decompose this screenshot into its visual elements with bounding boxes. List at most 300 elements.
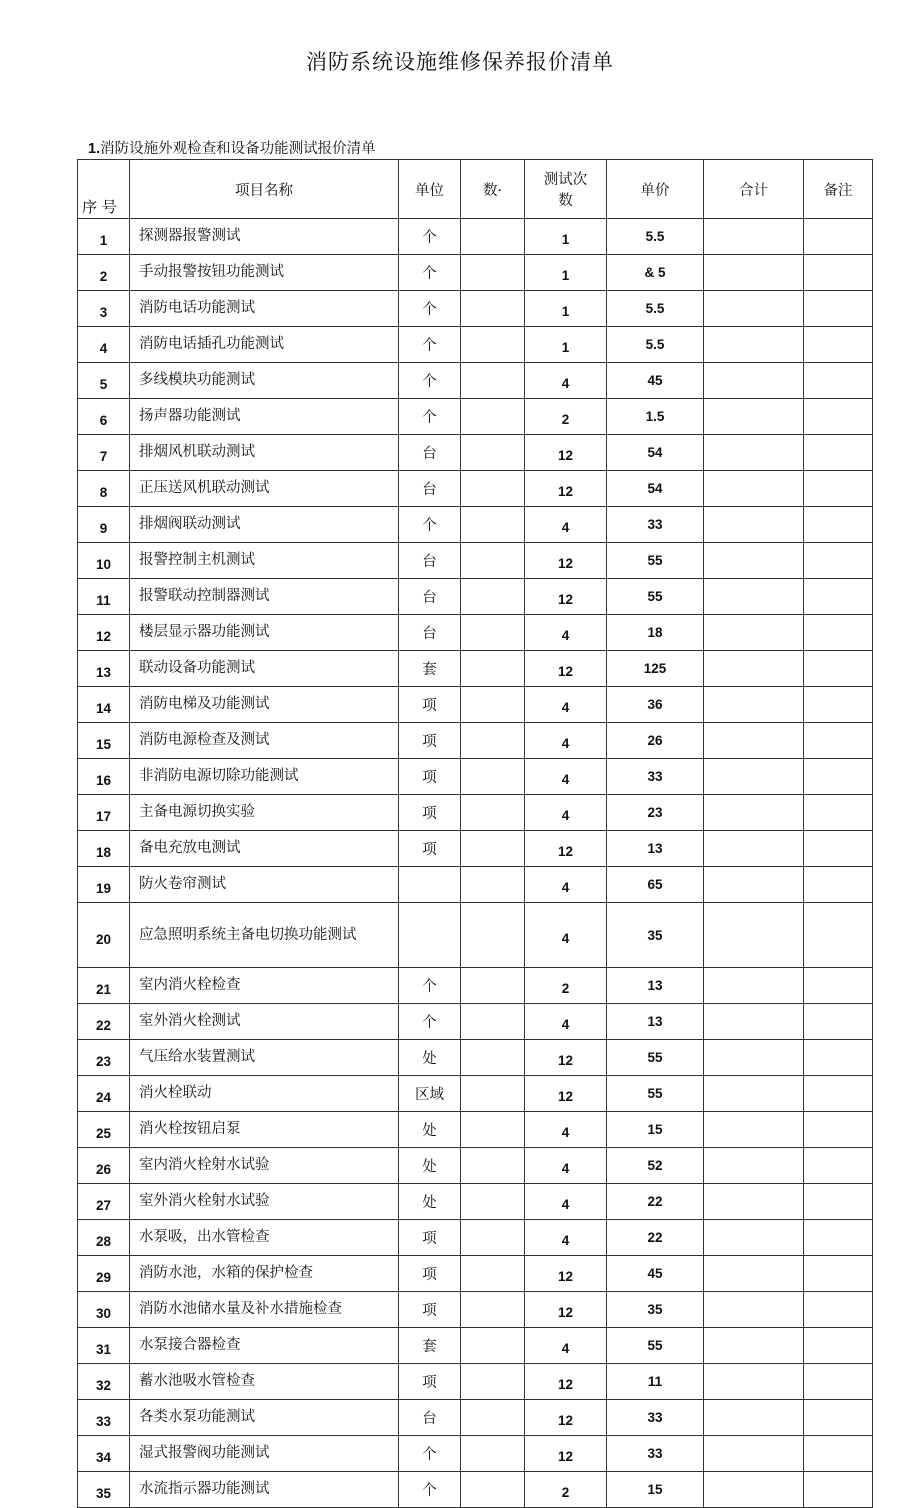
item-note xyxy=(804,327,873,363)
item-name: 正压送风机联动测试 xyxy=(130,471,399,507)
item-unit: 个 xyxy=(399,1436,461,1472)
test-count: 2 xyxy=(525,1472,607,1508)
item-qty xyxy=(461,1004,525,1040)
row-number: 8 xyxy=(78,471,130,507)
row-number: 1 xyxy=(78,219,130,255)
row-number: 33 xyxy=(78,1400,130,1436)
item-note xyxy=(804,903,873,968)
item-note xyxy=(804,1256,873,1292)
row-number: 7 xyxy=(78,435,130,471)
item-note xyxy=(804,759,873,795)
item-name: 水泵接合器检查 xyxy=(130,1328,399,1364)
item-qty xyxy=(461,831,525,867)
header-unit: 单位 xyxy=(399,160,461,219)
price-table xyxy=(77,159,873,1508)
row-number: 32 xyxy=(78,1364,130,1400)
item-total xyxy=(704,1400,804,1436)
section-number: 1. xyxy=(88,141,101,157)
item-qty xyxy=(461,759,525,795)
item-total xyxy=(704,1112,804,1148)
item-total xyxy=(704,1148,804,1184)
unit-price: 26 xyxy=(607,723,704,759)
row-number: 17 xyxy=(78,795,130,831)
test-count: 12 xyxy=(525,1364,607,1400)
test-count: 4 xyxy=(525,1148,607,1184)
unit-price: 125 xyxy=(607,651,704,687)
item-qty xyxy=(461,1076,525,1112)
table-row xyxy=(78,1256,873,1292)
item-unit: 项 xyxy=(399,1256,461,1292)
item-name: 主备电源切换实验 xyxy=(130,795,399,831)
table-row xyxy=(78,968,873,1004)
item-total xyxy=(704,759,804,795)
item-name: 扬声器功能测试 xyxy=(130,399,399,435)
row-number: 26 xyxy=(78,1148,130,1184)
row-number: 4 xyxy=(78,327,130,363)
item-name: 室外消火栓射水试验 xyxy=(130,1184,399,1220)
item-name: 湿式报警阀功能测试 xyxy=(130,1436,399,1472)
table-row xyxy=(78,579,873,615)
item-name: 消防水池储水量及补水措施检查 xyxy=(130,1292,399,1328)
item-note xyxy=(804,1040,873,1076)
item-note xyxy=(804,651,873,687)
unit-price: 55 xyxy=(607,1328,704,1364)
item-total xyxy=(704,255,804,291)
item-qty xyxy=(461,1292,525,1328)
item-total xyxy=(704,1004,804,1040)
item-name: 消防电话功能测试 xyxy=(130,291,399,327)
item-name: 联动设备功能测试 xyxy=(130,651,399,687)
test-count: 12 xyxy=(525,1400,607,1436)
unit-price: 65 xyxy=(607,867,704,903)
row-number: 18 xyxy=(78,831,130,867)
item-qty xyxy=(461,435,525,471)
item-note xyxy=(804,219,873,255)
item-unit: 台 xyxy=(399,615,461,651)
item-unit: 个 xyxy=(399,255,461,291)
table-row xyxy=(78,1328,873,1364)
item-name: 备电充放电测试 xyxy=(130,831,399,867)
test-count: 12 xyxy=(525,1436,607,1472)
unit-price: 35 xyxy=(607,1292,704,1328)
unit-price: 52 xyxy=(607,1148,704,1184)
item-name: 非消防电源切除功能测试 xyxy=(130,759,399,795)
test-count: 4 xyxy=(525,723,607,759)
test-count: 12 xyxy=(525,543,607,579)
item-name: 室内消火栓射水试验 xyxy=(130,1148,399,1184)
item-total xyxy=(704,1040,804,1076)
header-count xyxy=(525,160,607,219)
unit-price: 18 xyxy=(607,615,704,651)
item-qty xyxy=(461,399,525,435)
item-qty xyxy=(461,255,525,291)
item-note xyxy=(804,579,873,615)
table-row xyxy=(78,1112,873,1148)
test-count: 12 xyxy=(525,1040,607,1076)
table-row xyxy=(78,543,873,579)
item-note xyxy=(804,471,873,507)
item-name: 气压给水装置测试 xyxy=(130,1040,399,1076)
item-qty xyxy=(461,968,525,1004)
item-qty xyxy=(461,579,525,615)
item-name: 排烟风机联动测试 xyxy=(130,435,399,471)
test-count: 12 xyxy=(525,651,607,687)
test-count: 4 xyxy=(525,795,607,831)
test-count: 4 xyxy=(525,507,607,543)
item-note xyxy=(804,435,873,471)
item-qty xyxy=(461,1364,525,1400)
row-number: 27 xyxy=(78,1184,130,1220)
item-note xyxy=(804,1400,873,1436)
item-qty xyxy=(461,723,525,759)
row-number: 31 xyxy=(78,1328,130,1364)
item-qty xyxy=(461,1148,525,1184)
header-count-line1: 测试次 xyxy=(543,172,588,188)
item-name: 消防电源检查及测试 xyxy=(130,723,399,759)
table-row xyxy=(78,687,873,723)
test-count: 4 xyxy=(525,1328,607,1364)
test-count: 4 xyxy=(525,903,607,968)
header-row xyxy=(78,160,873,219)
item-name: 应急照明系统主备电切换功能测试 xyxy=(130,903,399,968)
item-unit: 个 xyxy=(399,1004,461,1040)
unit-price: 55 xyxy=(607,579,704,615)
item-name: 手动报警按钮功能测试 xyxy=(130,255,399,291)
item-note xyxy=(804,1472,873,1508)
unit-price: 35 xyxy=(607,903,704,968)
row-number: 35 xyxy=(78,1472,130,1508)
item-name: 防火卷帘测试 xyxy=(130,867,399,903)
item-note xyxy=(804,723,873,759)
item-total xyxy=(704,795,804,831)
table-row xyxy=(78,1472,873,1508)
table-row xyxy=(78,1292,873,1328)
item-name: 报警控制主机测试 xyxy=(130,543,399,579)
item-unit: 台 xyxy=(399,471,461,507)
test-count: 1 xyxy=(525,219,607,255)
table-row xyxy=(78,399,873,435)
table-row xyxy=(78,1364,873,1400)
item-note xyxy=(804,291,873,327)
row-number: 19 xyxy=(78,867,130,903)
table-row xyxy=(78,507,873,543)
unit-price: 55 xyxy=(607,543,704,579)
table-row xyxy=(78,1004,873,1040)
test-count: 1 xyxy=(525,327,607,363)
item-name: 排烟阀联动测试 xyxy=(130,507,399,543)
item-unit: 处 xyxy=(399,1040,461,1076)
header-note: 备注 xyxy=(804,160,873,219)
item-unit: 处 xyxy=(399,1148,461,1184)
unit-price: 15 xyxy=(607,1472,704,1508)
test-count: 4 xyxy=(525,1220,607,1256)
item-total xyxy=(704,399,804,435)
item-total xyxy=(704,723,804,759)
unit-price: 33 xyxy=(607,507,704,543)
item-unit: 项 xyxy=(399,1220,461,1256)
item-qty xyxy=(461,363,525,399)
header-count-line2: 数 xyxy=(558,193,573,209)
item-note xyxy=(804,1184,873,1220)
item-unit: 项 xyxy=(399,687,461,723)
item-total xyxy=(704,1292,804,1328)
item-unit: 台 xyxy=(399,1400,461,1436)
item-total xyxy=(704,579,804,615)
item-qty xyxy=(461,219,525,255)
row-number: 15 xyxy=(78,723,130,759)
item-qty xyxy=(461,1436,525,1472)
item-note xyxy=(804,1436,873,1472)
item-note xyxy=(804,399,873,435)
row-number: 16 xyxy=(78,759,130,795)
table-row xyxy=(78,1040,873,1076)
unit-price: 33 xyxy=(607,759,704,795)
unit-price: 45 xyxy=(607,363,704,399)
item-unit: 套 xyxy=(399,651,461,687)
unit-price: 13 xyxy=(607,831,704,867)
item-unit: 项 xyxy=(399,759,461,795)
table-row xyxy=(78,219,873,255)
unit-price: 5.5 xyxy=(607,219,704,255)
item-total xyxy=(704,831,804,867)
item-qty xyxy=(461,1112,525,1148)
item-total xyxy=(704,1364,804,1400)
item-note xyxy=(804,1148,873,1184)
unit-price: 22 xyxy=(607,1220,704,1256)
item-name: 室外消火栓测试 xyxy=(130,1004,399,1040)
table-row xyxy=(78,255,873,291)
item-note xyxy=(804,255,873,291)
test-count: 4 xyxy=(525,363,607,399)
unit-price: 54 xyxy=(607,471,704,507)
unit-price: 15 xyxy=(607,1112,704,1148)
item-qty xyxy=(461,615,525,651)
item-name: 室内消火栓检查 xyxy=(130,968,399,1004)
table-row xyxy=(78,363,873,399)
item-total xyxy=(704,1328,804,1364)
table-row xyxy=(78,1076,873,1112)
item-note xyxy=(804,363,873,399)
unit-price: 33 xyxy=(607,1400,704,1436)
test-count: 1 xyxy=(525,255,607,291)
unit-price: 23 xyxy=(607,795,704,831)
test-count: 12 xyxy=(525,579,607,615)
row-number: 9 xyxy=(78,507,130,543)
table-row xyxy=(78,867,873,903)
table-row xyxy=(78,1400,873,1436)
table-row xyxy=(78,759,873,795)
item-unit xyxy=(399,903,461,968)
item-unit: 项 xyxy=(399,723,461,759)
item-total xyxy=(704,903,804,968)
section-text: 消防设施外观检查和设备功能测试报价清单 xyxy=(100,141,376,157)
item-qty xyxy=(461,1184,525,1220)
item-total xyxy=(704,543,804,579)
item-name: 消防水池，水箱的保护检查 xyxy=(130,1256,399,1292)
item-name: 消火栓联动 xyxy=(130,1076,399,1112)
unit-price: 45 xyxy=(607,1256,704,1292)
unit-price: 55 xyxy=(607,1040,704,1076)
header-total: 合计 xyxy=(704,160,804,219)
item-unit: 台 xyxy=(399,543,461,579)
row-number: 3 xyxy=(78,291,130,327)
item-name: 各类水泵功能测试 xyxy=(130,1400,399,1436)
header-qty: 数· xyxy=(461,160,525,219)
row-number: 6 xyxy=(78,399,130,435)
row-number: 34 xyxy=(78,1436,130,1472)
item-note xyxy=(804,867,873,903)
unit-price: 5.5 xyxy=(607,327,704,363)
unit-price: 5.5 xyxy=(607,291,704,327)
test-count: 4 xyxy=(525,615,607,651)
item-qty xyxy=(461,1040,525,1076)
table-row xyxy=(78,471,873,507)
item-name: 蓄水池吸水管检查 xyxy=(130,1364,399,1400)
item-unit: 台 xyxy=(399,435,461,471)
row-number: 2 xyxy=(78,255,130,291)
item-total xyxy=(704,968,804,1004)
test-count: 4 xyxy=(525,867,607,903)
row-number: 28 xyxy=(78,1220,130,1256)
item-name: 楼层显示器功能测试 xyxy=(130,615,399,651)
item-qty xyxy=(461,507,525,543)
item-qty xyxy=(461,903,525,968)
unit-price: & 5 xyxy=(607,255,704,291)
item-total xyxy=(704,867,804,903)
item-name: 水流指示器功能测试 xyxy=(130,1472,399,1508)
item-total xyxy=(704,327,804,363)
item-qty xyxy=(461,1472,525,1508)
section-heading xyxy=(88,137,376,158)
header-seq: 序 号 xyxy=(78,160,130,219)
item-note xyxy=(804,615,873,651)
row-number: 22 xyxy=(78,1004,130,1040)
unit-price: 1.5 xyxy=(607,399,704,435)
item-qty xyxy=(461,651,525,687)
row-number: 25 xyxy=(78,1112,130,1148)
table-row xyxy=(78,615,873,651)
item-qty xyxy=(461,1328,525,1364)
item-qty xyxy=(461,867,525,903)
item-total xyxy=(704,471,804,507)
unit-price: 36 xyxy=(607,687,704,723)
test-count: 1 xyxy=(525,291,607,327)
item-qty xyxy=(461,795,525,831)
test-count: 4 xyxy=(525,687,607,723)
row-number: 14 xyxy=(78,687,130,723)
item-total xyxy=(704,687,804,723)
row-number: 5 xyxy=(78,363,130,399)
item-unit: 处 xyxy=(399,1184,461,1220)
item-name: 消防电梯及功能测试 xyxy=(130,687,399,723)
table-row xyxy=(78,723,873,759)
item-name: 水泵吸，出水管检查 xyxy=(130,1220,399,1256)
table-row xyxy=(78,1220,873,1256)
item-unit: 个 xyxy=(399,399,461,435)
item-unit: 项 xyxy=(399,795,461,831)
table-row xyxy=(78,831,873,867)
item-unit: 项 xyxy=(399,831,461,867)
unit-price: 55 xyxy=(607,1076,704,1112)
item-unit: 个 xyxy=(399,327,461,363)
test-count: 4 xyxy=(525,1004,607,1040)
item-name: 多线模块功能测试 xyxy=(130,363,399,399)
item-total xyxy=(704,291,804,327)
table-row xyxy=(78,1436,873,1472)
item-total xyxy=(704,1076,804,1112)
item-unit: 项 xyxy=(399,1292,461,1328)
item-qty xyxy=(461,327,525,363)
item-qty xyxy=(461,543,525,579)
item-note xyxy=(804,968,873,1004)
unit-price: 13 xyxy=(607,1004,704,1040)
row-number: 29 xyxy=(78,1256,130,1292)
item-note xyxy=(804,1364,873,1400)
item-total xyxy=(704,435,804,471)
row-number: 20 xyxy=(78,903,130,968)
item-qty xyxy=(461,471,525,507)
item-total xyxy=(704,1184,804,1220)
item-unit xyxy=(399,867,461,903)
unit-price: 54 xyxy=(607,435,704,471)
test-count: 12 xyxy=(525,471,607,507)
item-unit: 个 xyxy=(399,507,461,543)
item-total xyxy=(704,1436,804,1472)
item-name: 报警联动控制器测试 xyxy=(130,579,399,615)
unit-price: 33 xyxy=(607,1436,704,1472)
row-number: 21 xyxy=(78,968,130,1004)
row-number: 10 xyxy=(78,543,130,579)
item-qty xyxy=(461,291,525,327)
item-note xyxy=(804,1112,873,1148)
table-row xyxy=(78,435,873,471)
item-name: 消火栓按钮启泵 xyxy=(130,1112,399,1148)
item-note xyxy=(804,543,873,579)
item-qty xyxy=(461,1256,525,1292)
row-number: 11 xyxy=(78,579,130,615)
item-unit: 套 xyxy=(399,1328,461,1364)
test-count: 12 xyxy=(525,831,607,867)
test-count: 4 xyxy=(525,1112,607,1148)
item-note xyxy=(804,1004,873,1040)
test-count: 4 xyxy=(525,1184,607,1220)
item-unit: 个 xyxy=(399,1472,461,1508)
item-note xyxy=(804,1328,873,1364)
test-count: 12 xyxy=(525,1076,607,1112)
item-qty xyxy=(461,1400,525,1436)
item-total xyxy=(704,507,804,543)
header-name: 项目名称 xyxy=(130,160,399,219)
item-total xyxy=(704,1220,804,1256)
item-unit: 个 xyxy=(399,291,461,327)
item-note xyxy=(804,1220,873,1256)
row-number: 24 xyxy=(78,1076,130,1112)
test-count: 12 xyxy=(525,435,607,471)
item-name: 探测器报警测试 xyxy=(130,219,399,255)
item-total xyxy=(704,651,804,687)
unit-price: 11 xyxy=(607,1364,704,1400)
row-number: 12 xyxy=(78,615,130,651)
table-row xyxy=(78,291,873,327)
table-row xyxy=(78,795,873,831)
item-total xyxy=(704,1256,804,1292)
item-unit: 台 xyxy=(399,579,461,615)
item-note xyxy=(804,831,873,867)
item-total xyxy=(704,615,804,651)
item-unit: 个 xyxy=(399,363,461,399)
table-row xyxy=(78,903,873,968)
item-note xyxy=(804,687,873,723)
